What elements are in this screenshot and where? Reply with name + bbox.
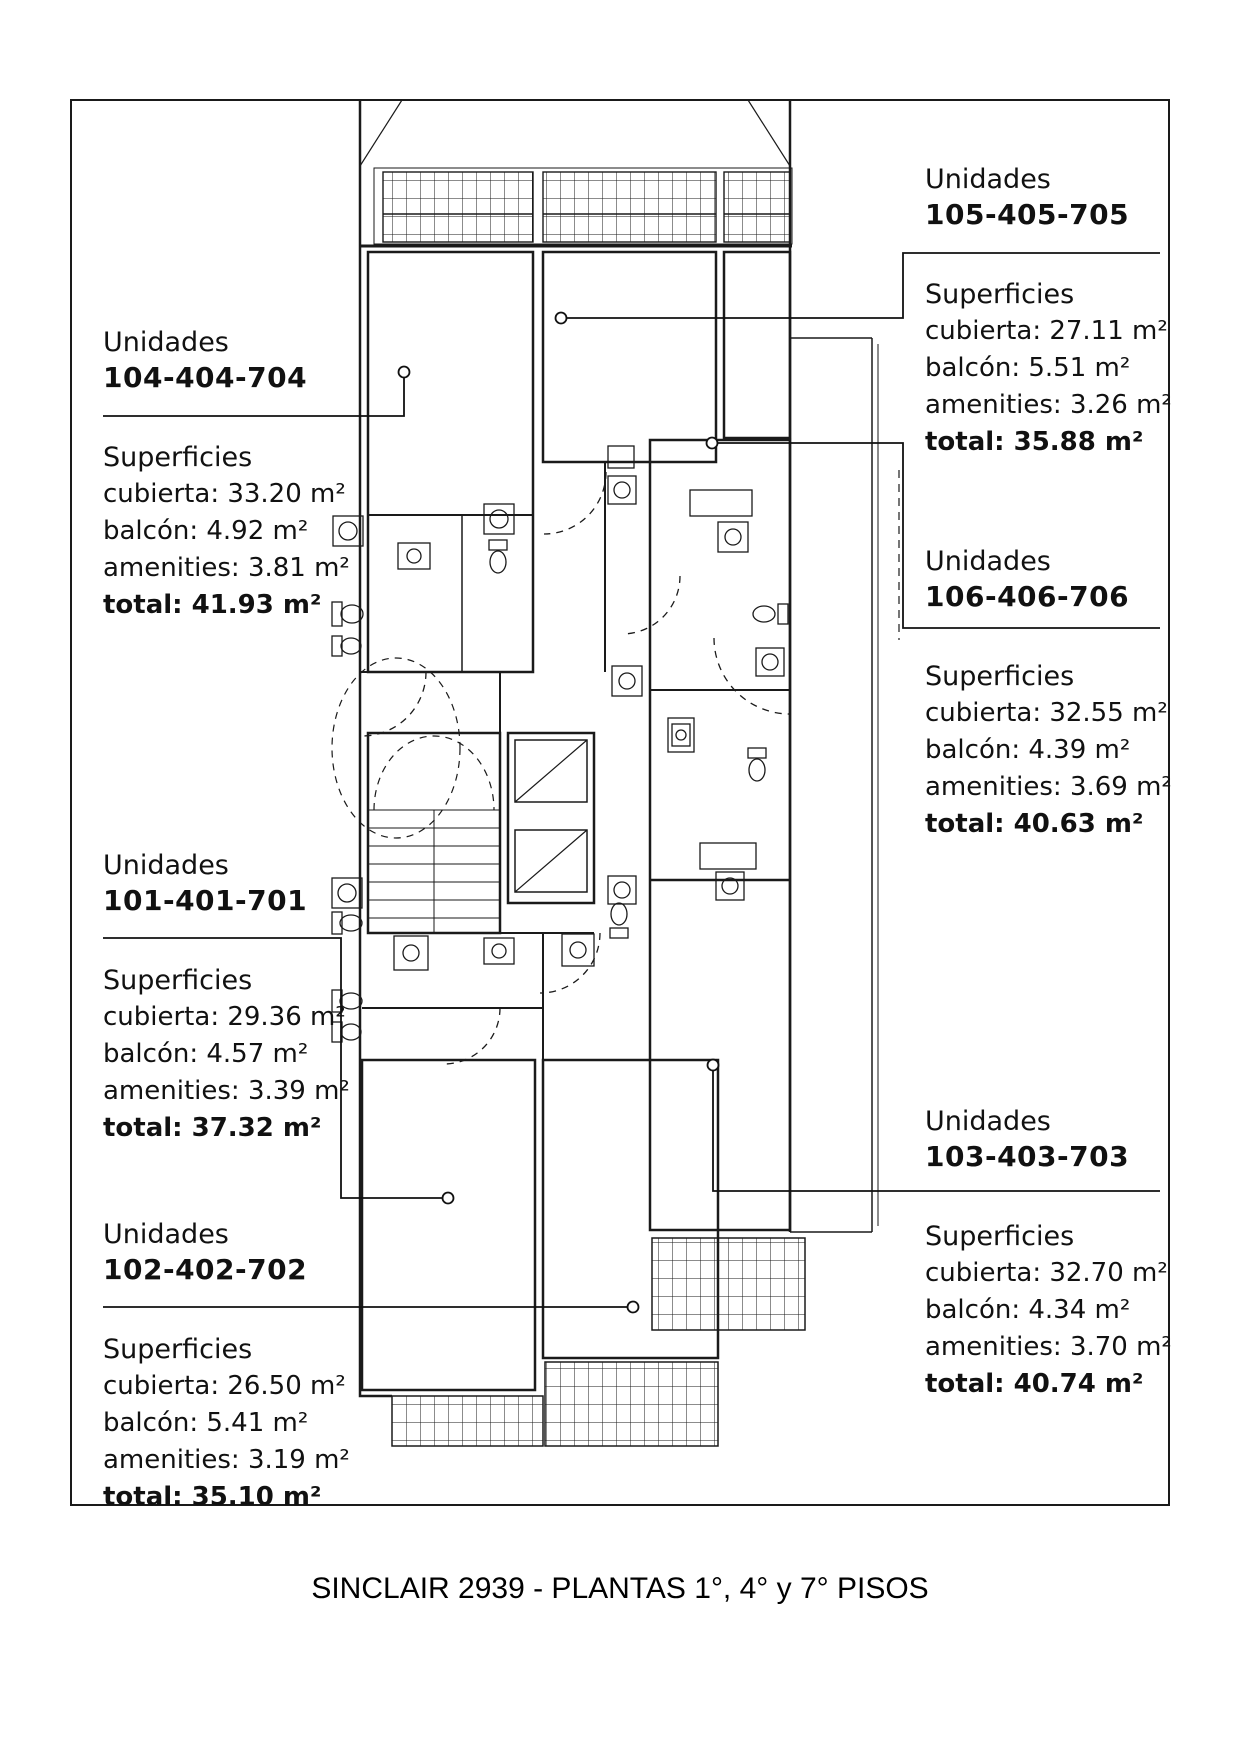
cubierta-value: cubierta: 27.11 m² bbox=[925, 316, 1168, 346]
amenities-value: amenities: 3.81 m² bbox=[103, 553, 350, 583]
door-swings bbox=[362, 472, 790, 1064]
superficies-label: Superficies bbox=[103, 1334, 253, 1365]
cubierta-value: cubierta: 32.55 m² bbox=[925, 698, 1168, 728]
total-value: total: 40.63 m² bbox=[925, 809, 1144, 839]
unit-numbers: 103-403-703 bbox=[925, 1140, 1130, 1173]
total-value: total: 37.32 m² bbox=[103, 1113, 322, 1143]
unidades-label: Unidades bbox=[925, 164, 1051, 195]
balcon-value: balcón: 4.57 m² bbox=[103, 1039, 309, 1069]
unit-numbers: 105-405-705 bbox=[925, 198, 1130, 231]
balcon-value: balcón: 4.34 m² bbox=[925, 1295, 1131, 1325]
fixtures bbox=[332, 446, 788, 1042]
balcon-value: balcón: 5.51 m² bbox=[925, 353, 1131, 383]
bottom-balconies bbox=[392, 1238, 805, 1446]
unidades-label: Unidades bbox=[925, 1106, 1051, 1137]
total-value: total: 35.88 m² bbox=[925, 427, 1144, 457]
superficies-label: Superficies bbox=[925, 279, 1075, 310]
building-outline bbox=[360, 100, 899, 1396]
unit-annotation-103-403-703 bbox=[925, 1105, 1172, 1403]
unit-numbers: 106-406-706 bbox=[925, 580, 1130, 613]
unidades-label: Unidades bbox=[103, 327, 229, 358]
room-walls bbox=[360, 252, 790, 1390]
unit-numbers: 104-404-704 bbox=[103, 361, 308, 394]
unit-annotation-102-402-702 bbox=[103, 1218, 350, 1516]
unit-annotation-101-401-701 bbox=[103, 849, 350, 1147]
unit-numbers: 102-402-702 bbox=[103, 1253, 308, 1286]
total-value: total: 35.10 m² bbox=[103, 1482, 322, 1512]
superficies-label: Superficies bbox=[925, 1221, 1075, 1252]
amenities-value: amenities: 3.26 m² bbox=[925, 390, 1172, 420]
amenities-value: amenities: 3.69 m² bbox=[925, 772, 1172, 802]
unit-annotation-105-405-705 bbox=[925, 163, 1172, 461]
balcon-value: balcón: 4.92 m² bbox=[103, 516, 309, 546]
amenities-value: amenities: 3.19 m² bbox=[103, 1445, 350, 1475]
cubierta-value: cubierta: 26.50 m² bbox=[103, 1371, 346, 1401]
total-value: total: 40.74 m² bbox=[925, 1369, 1144, 1399]
superficies-label: Superficies bbox=[103, 442, 253, 473]
balcon-value: balcón: 5.41 m² bbox=[103, 1408, 309, 1438]
top-balcony bbox=[374, 168, 792, 244]
superficies-label: Superficies bbox=[103, 965, 253, 996]
elevator-shaft bbox=[508, 733, 594, 903]
unit-annotation-104-404-704 bbox=[103, 326, 350, 624]
unidades-label: Unidades bbox=[925, 546, 1051, 577]
cubierta-value: cubierta: 33.20 m² bbox=[103, 479, 346, 509]
total-value: total: 41.93 m² bbox=[103, 590, 322, 620]
unidades-label: Unidades bbox=[103, 850, 229, 881]
cubierta-value: cubierta: 29.36 m² bbox=[103, 1002, 346, 1032]
unidades-label: Unidades bbox=[103, 1219, 229, 1250]
amenities-value: amenities: 3.39 m² bbox=[103, 1076, 350, 1106]
drawing-title: SINCLAIR 2939 - PLANTAS 1°, 4° y 7° PISOS bbox=[311, 1572, 929, 1605]
unit-numbers: 101-401-701 bbox=[103, 884, 308, 917]
stair-core bbox=[332, 658, 594, 933]
amenities-value: amenities: 3.70 m² bbox=[925, 1332, 1172, 1362]
unit-annotation-106-406-706 bbox=[925, 545, 1172, 843]
balcon-value: balcón: 4.39 m² bbox=[925, 735, 1131, 765]
superficies-label: Superficies bbox=[925, 661, 1075, 692]
cubierta-value: cubierta: 32.70 m² bbox=[925, 1258, 1168, 1288]
